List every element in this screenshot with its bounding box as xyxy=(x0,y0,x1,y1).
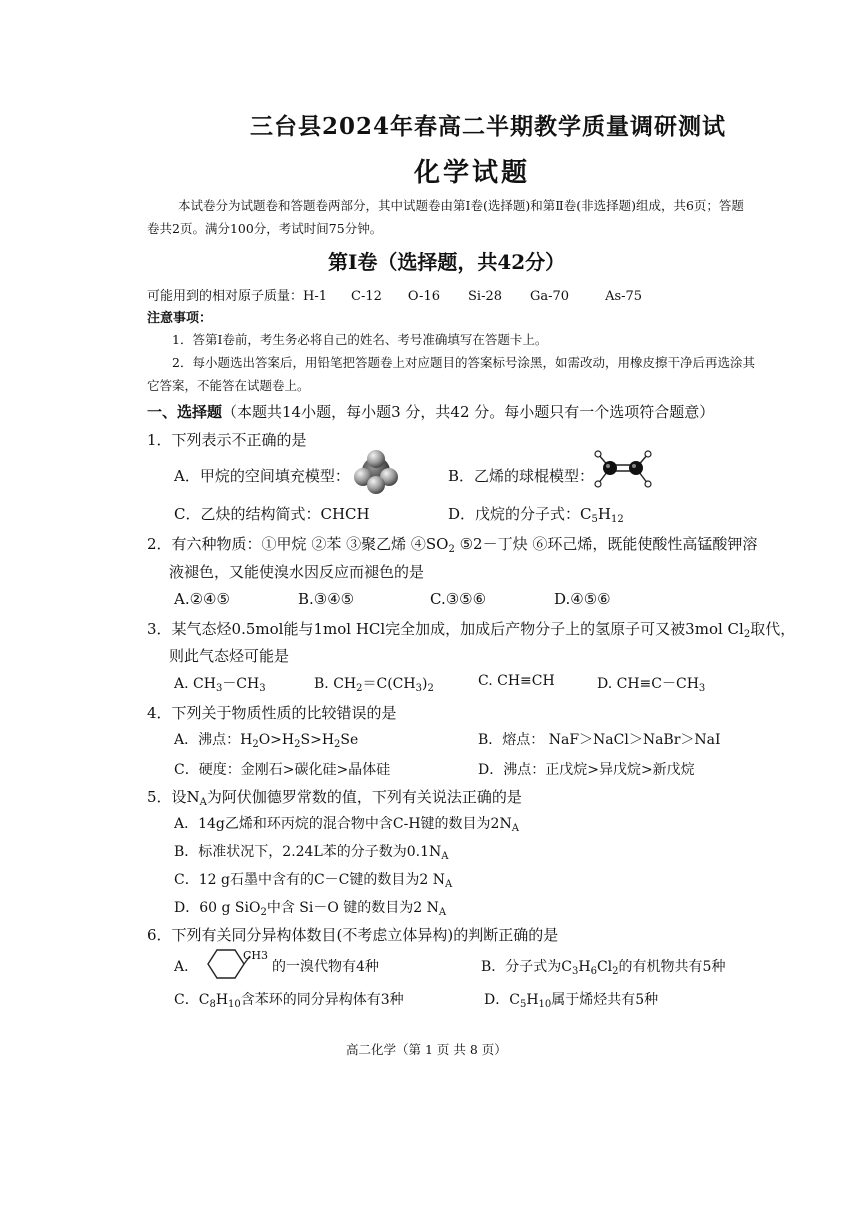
ethylene-ball-stick-model xyxy=(590,448,660,492)
methane-space-filling-model xyxy=(352,450,400,496)
q4-option-d: D．沸点：正戊烷>异戊烷>新戊烷 xyxy=(478,762,695,778)
q5-option-d: D．60 g SiO$_2$中含 Si－O 键的数目为2 $N_A$ xyxy=(174,900,447,918)
q3-option-c: C. CH≡CH xyxy=(478,673,555,689)
note-1: 1．答第Ⅰ卷前，考生务必将自己的姓名、考号准确填写在答题卡上。 xyxy=(172,332,548,347)
mass-o: O-16 xyxy=(407,289,440,304)
q1-stem: 1．下列表示不正确的是 xyxy=(147,431,307,449)
intro-line-1: 本试卷分为试题卷和答题卷两部分，其中试题卷由第Ⅰ卷(选择题)和第Ⅱ卷(非选择题)组成，共6页；答题 xyxy=(178,198,744,213)
ch3-label: CH3 xyxy=(243,949,269,962)
q2-stem-line-2: 液褪色，又能使溴水因反应而褪色的是 xyxy=(169,563,425,581)
q6-option-a-text: 的一溴代物有4种 xyxy=(272,959,379,975)
q1-option-c: C．乙炔的结构简式：CHCH xyxy=(174,505,370,523)
q2-option-c: C.③⑤⑥ xyxy=(430,590,487,608)
atomic-mass-label: 可能用到的相对原子质量： xyxy=(147,289,304,304)
mass-as: As-75 xyxy=(605,289,643,304)
q2-option-d: D.④⑤⑥ xyxy=(554,590,611,608)
q6-option-b: B．分子式为$C_3H_6Cl_2$的有机物共有5种 xyxy=(481,959,726,977)
atomic-mass-line xyxy=(147,285,642,304)
note-2-line-2: 它答案，不能答在试题卷上。 xyxy=(147,378,310,393)
q6-option-c: C．$C_8H_{10}$含苯环的同分异构体有3种 xyxy=(174,992,404,1010)
q1-option-a: A．甲烷的空间填充模型： xyxy=(174,467,350,485)
notes-title: 注意事项： xyxy=(147,311,213,326)
q3-option-d: D. $CH\equiv C-CH_3$ xyxy=(597,676,706,694)
mass-c: C-12 xyxy=(351,289,382,304)
mass-ga: Ga-70 xyxy=(530,289,570,304)
q1-option-b: B．乙烯的球棍模型： xyxy=(448,467,595,485)
part1-heading: 第Ⅰ卷（选择题，共42分） xyxy=(328,250,566,274)
q2-option-a: A.②④⑤ xyxy=(174,590,230,608)
page-footer: 高二化学（第 1 页 共 8 页） xyxy=(346,1042,507,1057)
q1-option-d: D．戊烷的分子式：$C_5H_{12}$ xyxy=(448,505,624,525)
q5-option-b: B．标准状况下，2.24L苯的分子数为$0.1N_A$ xyxy=(174,844,449,862)
q5-stem: 5．设$N_A$为阿伏伽德罗常数的值，下列有关说法正确的是 xyxy=(147,788,522,808)
section-header xyxy=(147,401,714,422)
section-desc: （本题共14小题，每小题3 分，共42 分。每小题只有一个选项符合题意） xyxy=(222,403,715,421)
mass-h: H-1 xyxy=(303,289,328,304)
q6-option-a-label: A． xyxy=(174,959,199,975)
q3-stem-line-2: 则此气态烃可能是 xyxy=(169,647,290,665)
q4-option-b: B．熔点： NaF＞NaCl＞NaBr＞NaI xyxy=(478,732,721,748)
note-2-line-1: 2．每小题选出答案后，用铅笔把答题卷上对应题目的答案标号涂黑，如需改动，用橡皮擦干净后再选涂其 xyxy=(172,355,755,370)
q6-stem: 6．下列有关同分异构体数目(不考虑立体异构)的判断正确的是 xyxy=(147,926,559,944)
q4-stem: 4．下列关于物质性质的比较错误的是 xyxy=(147,704,397,722)
q4-option-a: A．沸点：$H_2O>H_2S>H_2Se$ xyxy=(174,732,359,750)
q3-option-a: A. $CH_3-CH_3$ xyxy=(174,676,266,694)
q4-option-c: C．硬度：金刚石>碳化硅>晶体硅 xyxy=(174,762,391,778)
q5-option-a: A．14g乙烯和环丙烷的混合物中含C-H键的数目为$2N_A$ xyxy=(174,816,519,834)
q2-option-b: B.③④⑤ xyxy=(298,590,355,608)
q6-option-d: D．$C_5H_{10}$属于烯烃共有5种 xyxy=(484,992,659,1010)
page-title: 三台县2024年春高二半期教学质量调研测试 xyxy=(250,113,727,140)
mass-si: Si-28 xyxy=(468,289,502,304)
subject-title: 化学试题 xyxy=(414,158,531,188)
section-label: 一、选择题 xyxy=(147,403,223,421)
q2-stem-line-1: 2．有六种物质：①甲烷 ②苯 ③聚乙烯 $④SO_2$ ⑤2－丁炔 ⑥环己烯，既能使酸性高锰酸钾溶 xyxy=(147,535,758,555)
q3-option-b: B. $CH_2=C(CH_3)_2$ xyxy=(314,676,434,694)
intro-line-2: 卷共2页。满分100分，考试时间75分钟。 xyxy=(147,221,383,236)
q3-stem-line-1: 3．某气态烃0.5mol能与1mol HCl完全加成，加成后产物分子上的氢原子可又被3mol $Cl_2$取代， xyxy=(147,620,796,640)
q5-option-c: C．12 g石墨中含有的C－C键的数目为2 $N_A$ xyxy=(174,872,453,890)
